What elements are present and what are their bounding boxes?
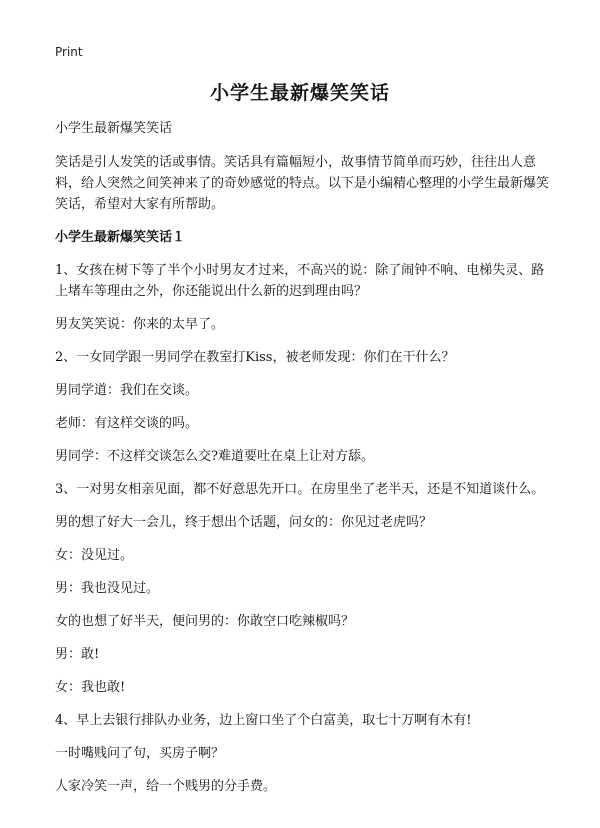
joke-paragraph: 男同学道：我们在交谈。 bbox=[55, 383, 199, 398]
joke-paragraph: 1、女孩在树下等了半个小时男友才过来，不高兴的说：除了闹钟不响、电梯失灵、路上堵车等理由之外，你还能说出什么新的迟到理由吗？ bbox=[55, 263, 545, 299]
joke-paragraph: 4、早上去银行排队办业务，边上窗口坐了个白富美，取七十万啊有木有! bbox=[55, 713, 472, 728]
article-body bbox=[55, 118, 550, 809]
joke-paragraph: 男友笑笑说：你来的太早了。 bbox=[55, 317, 225, 332]
joke-paragraph: 男同学：不这样交谈怎么交?难道要吐在桌上让对方舔。 bbox=[55, 449, 374, 464]
joke-paragraph: 男：敢! bbox=[55, 647, 100, 662]
article-intro: 笑话是引人发笑的话或事情。笑话具有篇幅短小，故事情节简单而巧妙，往往出人意料，给人突然之间笑神来了的奇妙感觉的特点。以下是小编精心整理的小学生最新爆笑笑话，希望对大家有所帮助。 bbox=[55, 155, 550, 212]
joke-paragraph: 2、一女同学跟一男同学在教室打Kiss，被老师发现：你们在干什么？ bbox=[55, 350, 455, 365]
section-heading: 小学生最新爆笑笑话１ bbox=[55, 230, 186, 245]
joke-paragraph: 一时嘴贱问了句，买房子啊？ bbox=[55, 746, 225, 761]
print-link[interactable]: Print bbox=[55, 45, 83, 59]
joke-paragraph: 人家冷笑一声，给一个贱男的分手费。 bbox=[55, 779, 277, 794]
article-subtitle: 小学生最新爆笑笑话 bbox=[55, 121, 173, 136]
joke-paragraph: 女：我也敢! bbox=[55, 680, 126, 695]
page-title: 小学生最新爆笑笑话 bbox=[209, 82, 390, 104]
joke-paragraph: 老师：有这样交谈的吗。 bbox=[55, 416, 199, 431]
joke-paragraph: 男：我也没见过。 bbox=[55, 581, 160, 596]
joke-paragraph: 3、一对男女相亲见面，都不好意思先开口。在房里坐了老半天，还是不知道谈什么。 bbox=[55, 482, 545, 497]
joke-paragraph: 女的也想了好半天，便问男的：你敢空口吃辣椒吗？ bbox=[55, 614, 355, 629]
joke-paragraph: 男的想了好大一会儿，终于想出个话题，问女的：你见过老虎吗？ bbox=[55, 515, 433, 530]
joke-paragraph: 女：没见过。 bbox=[55, 548, 134, 563]
